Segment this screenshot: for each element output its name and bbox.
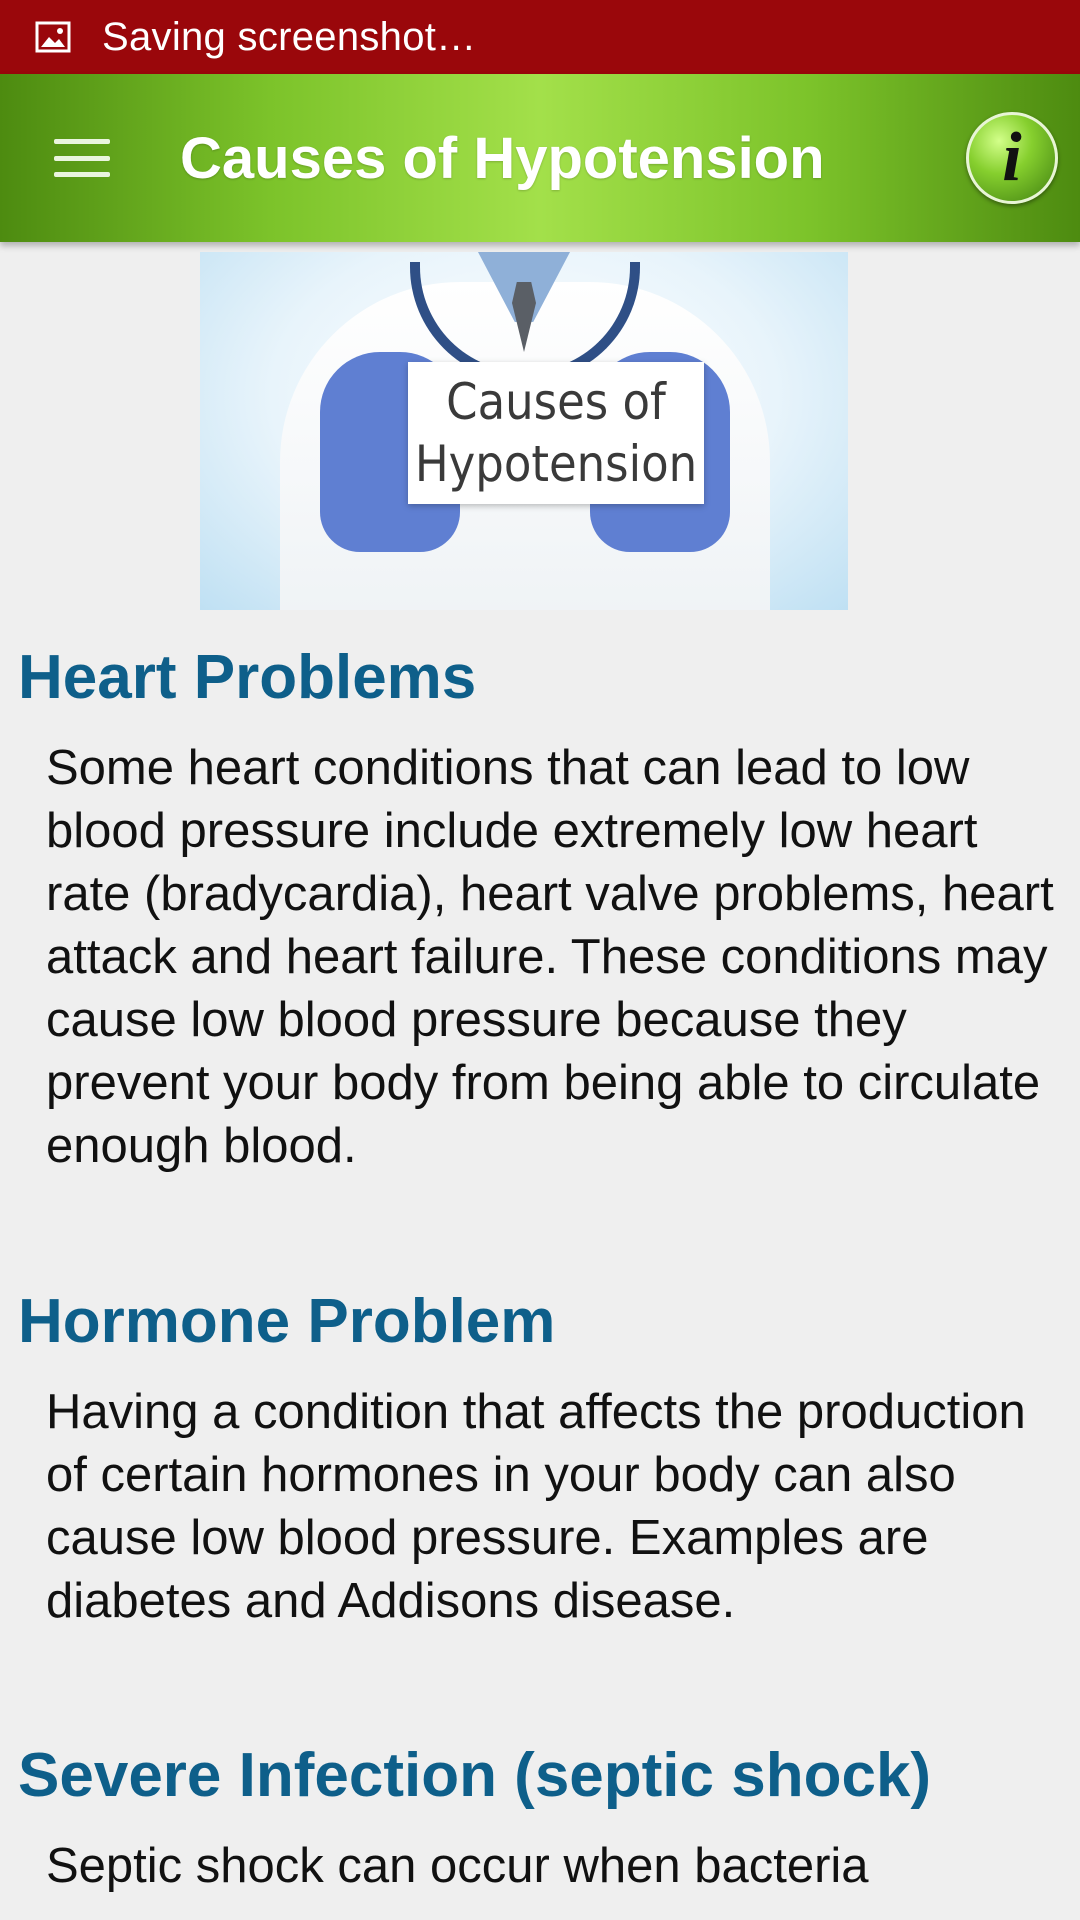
section-heading: Severe Infection (septic shock) — [18, 1741, 932, 1810]
section-hormone-problem — [0, 1286, 1080, 1633]
section-severe-infection — [0, 1740, 1080, 1898]
hamburger-menu-icon[interactable] — [54, 133, 114, 183]
info-icon[interactable]: i — [966, 112, 1058, 204]
section-heading: Hormone Problem — [18, 1287, 556, 1356]
status-text: Saving screenshot… — [102, 14, 477, 59]
page-title: Causes of Hypotension — [180, 125, 825, 191]
status-bar — [0, 0, 1080, 74]
article-content[interactable] — [0, 242, 1080, 1920]
app-bar — [0, 74, 1080, 242]
hero-sign-line2: Hypotension — [414, 435, 698, 493]
image-icon — [34, 20, 72, 54]
hero-sign-line1: Causes of — [446, 373, 666, 431]
section-heading: Heart Problems — [18, 643, 477, 712]
section-body: Some heart conditions that can lead to low blood pressure include extremely low heart rate (bradycardia), heart valve problems, heart attack and heart failure. These conditions may cause low blood pressure because they prevent your body from being able to circulate enough blood. — [46, 741, 1054, 1173]
section-heart-problems — [0, 642, 1080, 1178]
section-body: Septic shock can occur when bacteria — [46, 1839, 869, 1893]
hero-sign — [408, 362, 704, 504]
section-body: Having a condition that affects the production of certain hormones in your body can also cause low blood pressure. Examples are diabetes and Addisons disease. — [46, 1385, 1026, 1628]
hero-image — [200, 252, 848, 610]
